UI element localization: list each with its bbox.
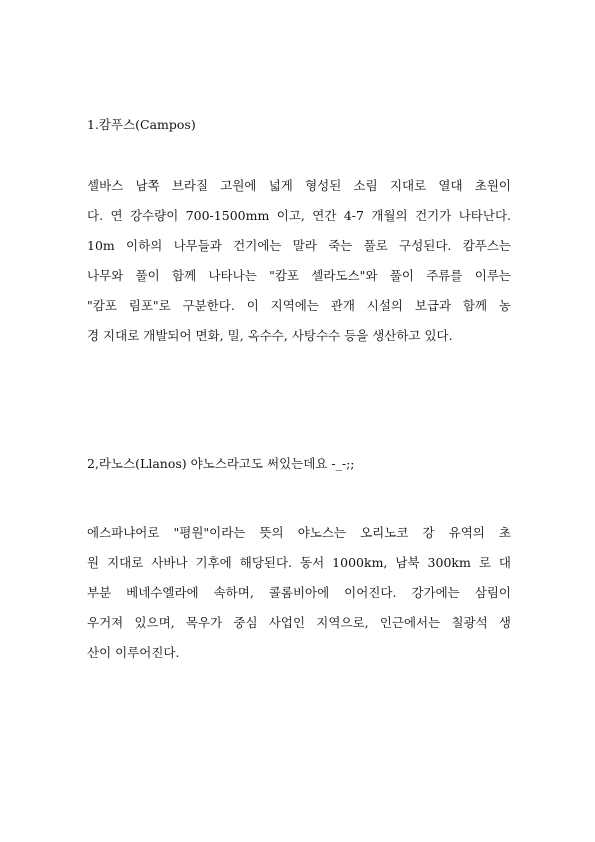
paragraph-line: 우거져 있으며, 목우가 중심 사업인 지역으로, 인근에서는 칠광석 생 bbox=[87, 615, 511, 630]
paragraph-line: 셀바스 남쪽 브라질 고원에 넓게 형성된 소림 지대로 열대 초원이 bbox=[87, 178, 511, 193]
paragraph-line: 원 지대로 사바나 기후에 해당된다. 동서 1000km, 남북 300km 로 대 bbox=[87, 555, 511, 570]
section-2-paragraph bbox=[87, 518, 511, 668]
section-1-heading: 1.캄푸스(Campos) bbox=[87, 117, 196, 132]
paragraph-line: 에스파냐어로 "평원"이라는 뜻의 야노스는 오리노코 강 유역의 초 bbox=[87, 525, 511, 540]
section-2-heading: 2,라노스(Llanos) 야노스라고도 써있는데요 -_-;; bbox=[87, 456, 355, 471]
paragraph-line: "캄포 림포"로 구분한다. 이 지역에는 관개 시설의 보급과 함께 농 bbox=[87, 298, 511, 313]
paragraph-line: 나무와 풀이 함께 나타나는 "캄포 셀라도스"와 풀이 주류를 이루는 bbox=[87, 268, 511, 283]
section-1-paragraph bbox=[87, 171, 511, 351]
paragraph-line: 산이 이루어진다. bbox=[87, 645, 180, 660]
paragraph-line: 10m 이하의 나무들과 건기에는 말라 죽는 풀로 구성된다. 캄푸스는 bbox=[87, 238, 511, 253]
paragraph-line: 부분 베네수엘라에 속하며, 콜롬비아에 이어진다. 강가에는 삼림이 bbox=[87, 585, 511, 600]
paragraph-line: 다. 연 강수량이 700-1500mm 이고, 연간 4-7 개월의 건기가 나타난다. bbox=[87, 208, 511, 223]
paragraph-line: 경 지대로 개발되어 면화, 밀, 옥수수, 사탕수수 등을 생산하고 있다. bbox=[87, 328, 453, 343]
